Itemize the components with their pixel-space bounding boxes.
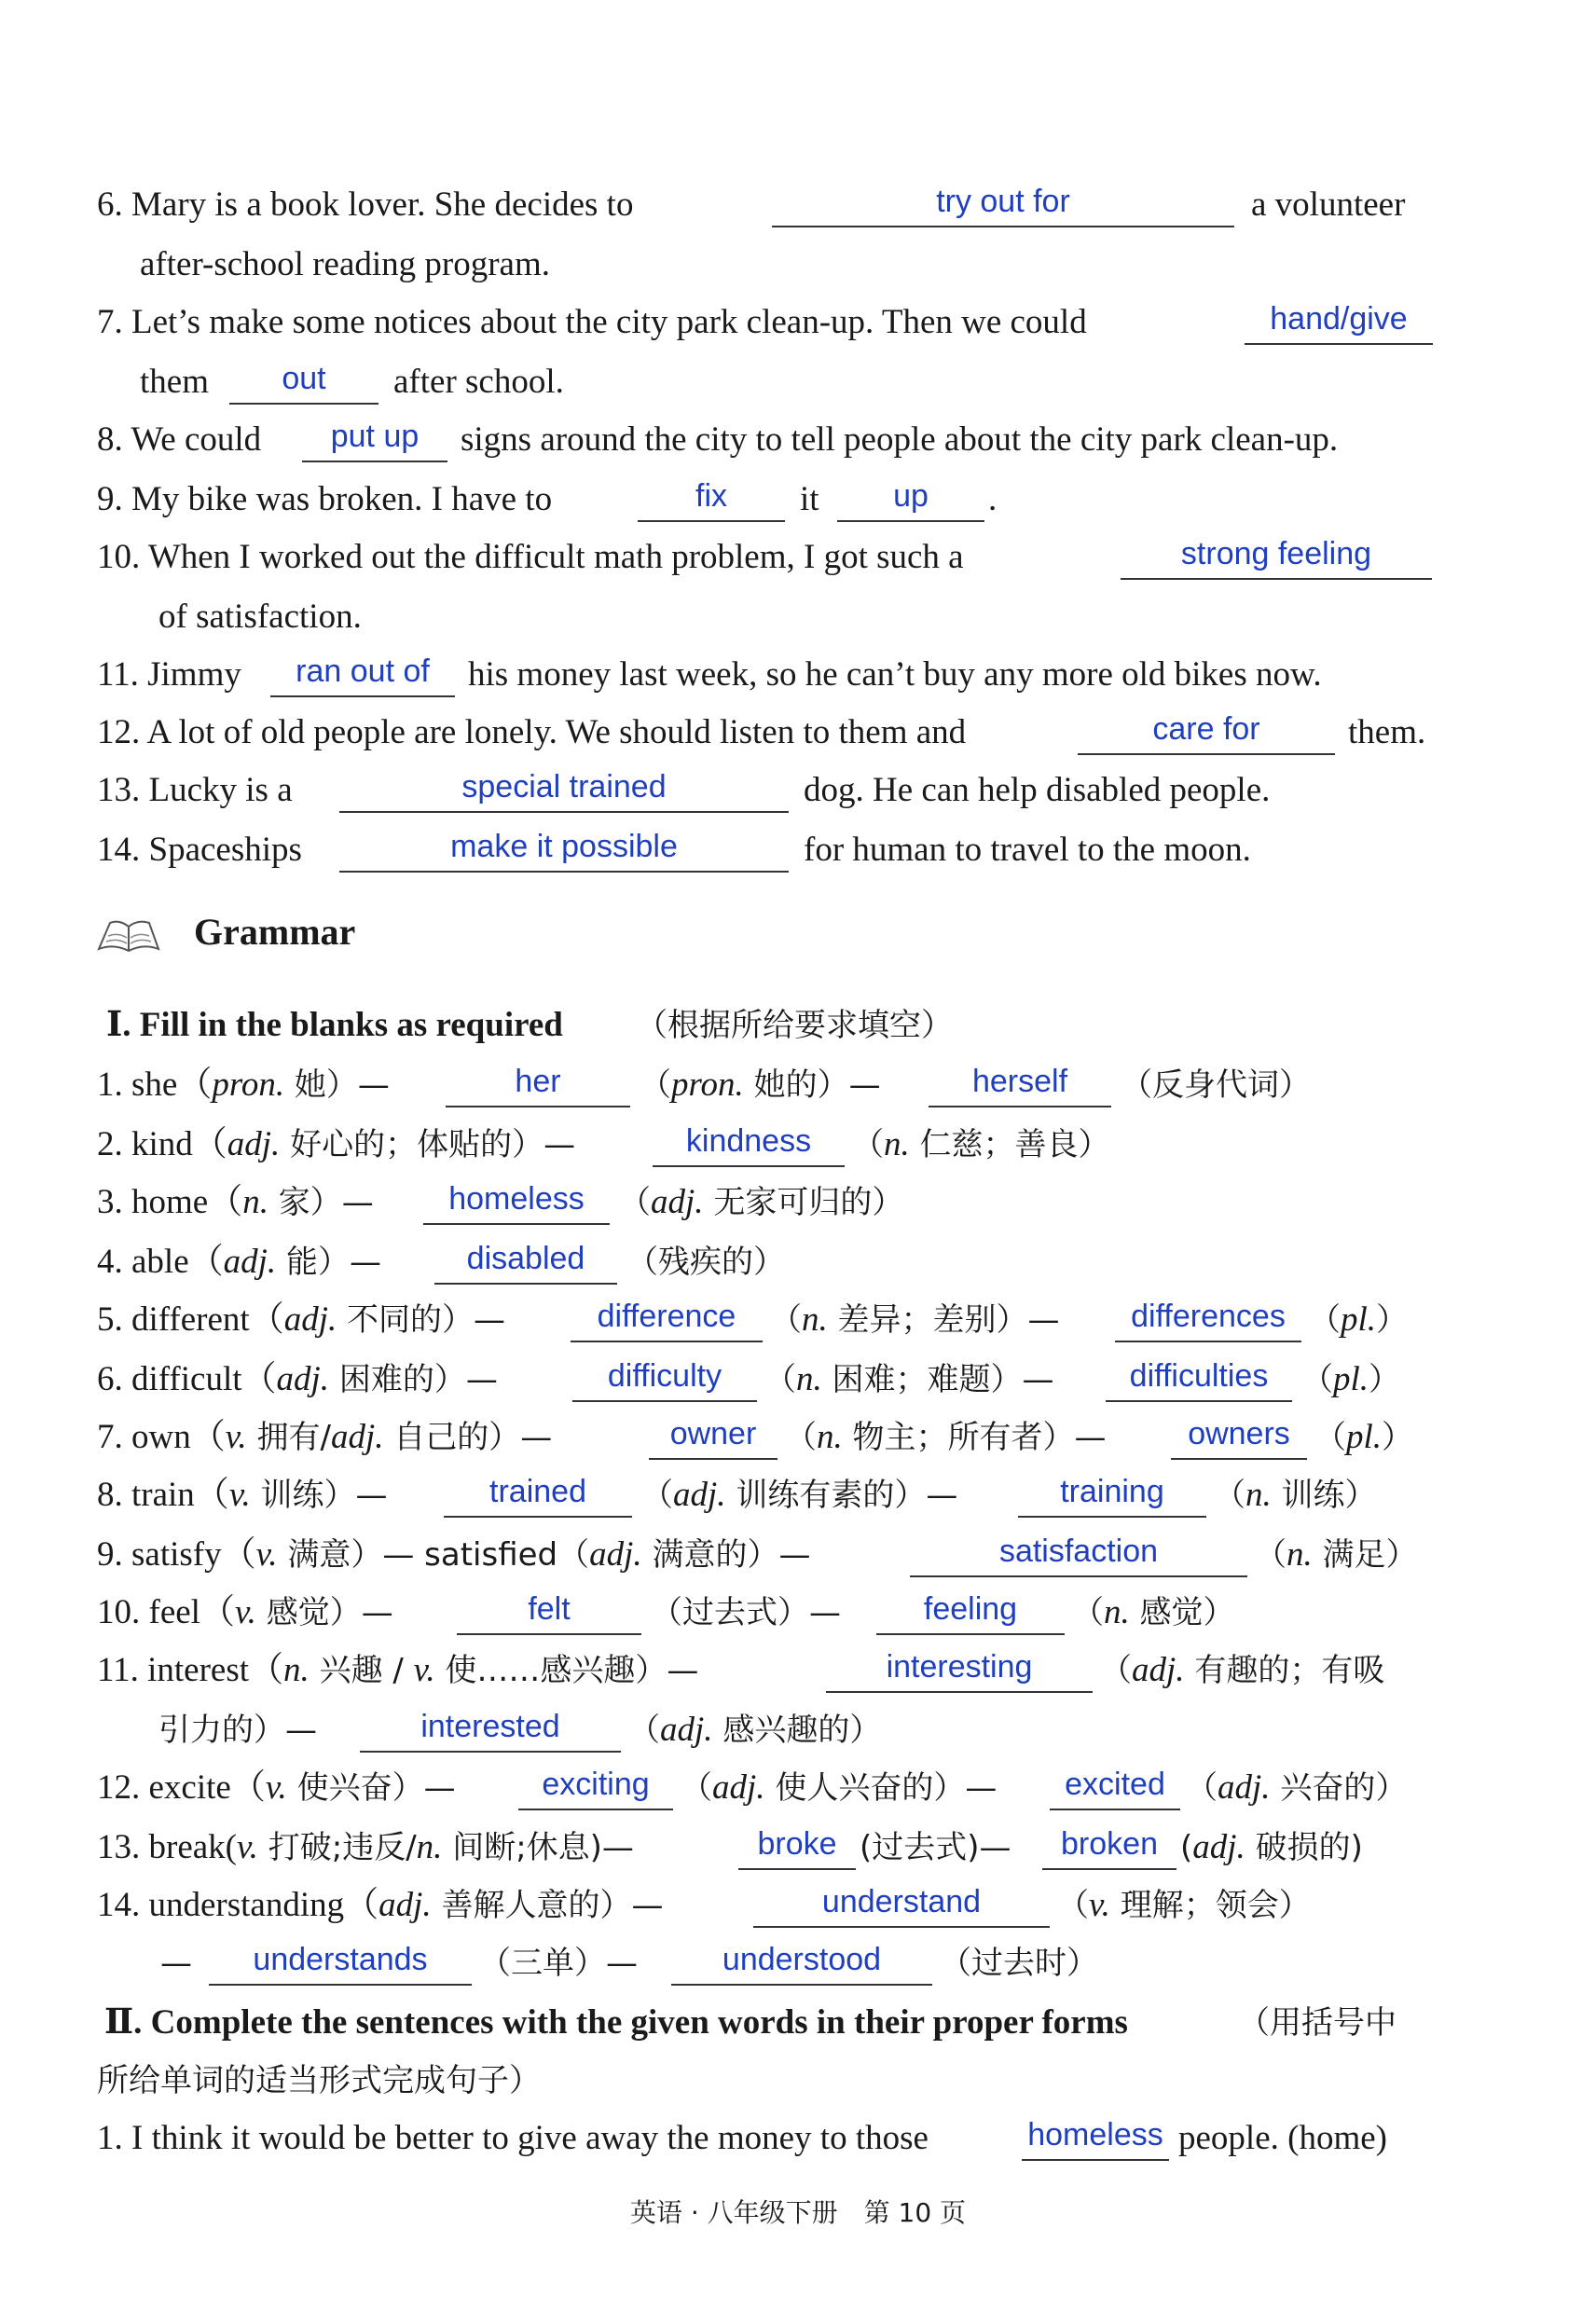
pos: adj. xyxy=(712,1768,765,1807)
answer-blank[interactable] xyxy=(423,1178,610,1225)
pos: adj. xyxy=(589,1535,642,1574)
subsection-heading: Ⅰ. Fill in the blanks as required xyxy=(106,1006,563,1044)
text: 1. I think it would be better to give away the money to those xyxy=(97,2119,929,2157)
pos: pl. xyxy=(1333,1360,1369,1398)
answer-blank[interactable] xyxy=(229,358,378,405)
text: them. xyxy=(1348,713,1426,751)
pos: adj. xyxy=(227,1125,281,1163)
pos: n. xyxy=(1286,1535,1313,1574)
pos: v. xyxy=(265,1768,287,1807)
pos: n. xyxy=(242,1183,268,1221)
text: 11. Jimmy xyxy=(97,655,241,694)
pos: n. xyxy=(802,1300,828,1339)
text: （ xyxy=(641,1477,673,1514)
text: （ xyxy=(1057,1887,1089,1924)
section-title: Grammar xyxy=(194,911,356,953)
text: （ xyxy=(1255,1536,1286,1574)
answer-text: care for xyxy=(1152,711,1260,747)
text: 5. different（ xyxy=(97,1300,284,1339)
text: a volunteer xyxy=(1251,186,1406,224)
text: （ xyxy=(1072,1594,1104,1631)
answer-blank[interactable] xyxy=(1171,1413,1307,1460)
text: 善解人意的）— xyxy=(431,1887,664,1924)
answer-blank[interactable] xyxy=(772,181,1234,227)
answer-blank[interactable] xyxy=(571,1296,763,1342)
text: （三单）— xyxy=(479,1945,638,1982)
text: 12. excite（ xyxy=(97,1768,266,1807)
text: 物主；所有者）— xyxy=(842,1419,1107,1456)
pos: n. xyxy=(1245,1476,1272,1514)
text: （ xyxy=(681,1769,712,1807)
text: 9. satisfy（ xyxy=(97,1535,256,1574)
answer-blank[interactable] xyxy=(434,1238,617,1285)
pos: pl. xyxy=(1341,1300,1377,1339)
text: 引力的）— xyxy=(158,1712,317,1749)
answer-blank[interactable] xyxy=(1245,298,1433,345)
answer-blank[interactable] xyxy=(339,826,789,873)
text: 7. own（ xyxy=(97,1418,226,1456)
answer-text: exciting xyxy=(542,1767,650,1802)
text: 13. Lucky is a xyxy=(97,771,293,809)
text: 好心的；体贴的）— xyxy=(280,1126,576,1163)
text: ( xyxy=(1180,1829,1193,1866)
answer-blank[interactable] xyxy=(518,1764,673,1810)
text: 无家可归的） xyxy=(703,1184,904,1221)
text: after school. xyxy=(393,363,564,401)
text: 差异；差别）— xyxy=(827,1301,1060,1339)
pos: adj. xyxy=(378,1886,432,1924)
text: 困难；难题）— xyxy=(821,1361,1054,1398)
pos: adj. xyxy=(330,1418,384,1456)
text: ） xyxy=(1382,1419,1414,1456)
text: （ xyxy=(1100,1652,1132,1689)
answer-blank[interactable] xyxy=(837,475,984,522)
answer-text: difficulties xyxy=(1129,1358,1269,1394)
text: （ xyxy=(770,1301,802,1339)
text: 10. feel（ xyxy=(97,1593,235,1631)
answer-blank[interactable] xyxy=(826,1646,1093,1693)
text: 14. Spaceships xyxy=(97,831,302,869)
text: 4. able（ xyxy=(97,1243,224,1281)
text: 8. We could xyxy=(97,420,262,459)
answer-blank[interactable] xyxy=(1022,2114,1169,2161)
text: 能）— xyxy=(276,1244,381,1281)
pos: v. xyxy=(234,1593,256,1631)
text: （残疾的） xyxy=(626,1244,785,1281)
answer-text: out xyxy=(282,361,326,396)
text: （ xyxy=(1301,1361,1333,1398)
text: 使兴奋）— xyxy=(286,1769,456,1807)
subsection-heading: Ⅱ. Complete the sentences with the given words in their proper forms xyxy=(104,2003,1128,2042)
answer-text: satisfaction xyxy=(998,1534,1159,1569)
answer-text: differences xyxy=(1131,1299,1286,1334)
text: ） xyxy=(1376,1301,1409,1339)
pos: n. xyxy=(884,1125,910,1163)
text: 10. When I worked out the difficult math problem, I got such a xyxy=(97,538,964,576)
pos: pron. xyxy=(212,1066,285,1104)
text: （ xyxy=(764,1361,796,1398)
pos: n. xyxy=(817,1418,843,1456)
text: 兴奋的） xyxy=(1270,1769,1408,1807)
answer-blank[interactable] xyxy=(1106,1355,1292,1402)
pos: adj. xyxy=(276,1360,330,1398)
text: 3. home（ xyxy=(97,1183,243,1221)
text: （ xyxy=(1214,1477,1245,1514)
text: dog. He can help disabled people. xyxy=(804,771,1271,809)
subsection-heading-cn: （用括号中 xyxy=(1238,2004,1396,2042)
text: （ xyxy=(852,1126,884,1163)
answer-text: strong feeling xyxy=(1180,536,1372,571)
answer-text: fix xyxy=(695,478,727,514)
answer-text: her xyxy=(515,1064,561,1099)
answer-blank[interactable] xyxy=(1018,1471,1206,1518)
answer-text: kindness xyxy=(685,1123,812,1159)
text: after-school reading program. xyxy=(140,245,550,283)
pos: adj. xyxy=(651,1183,704,1221)
answer-blank[interactable] xyxy=(444,1471,632,1518)
pos: adj. xyxy=(283,1300,337,1339)
pos: v. xyxy=(255,1535,278,1574)
answer-text: ran out of xyxy=(296,653,430,689)
text: （过去时） xyxy=(940,1945,1098,1982)
answer-text: homeless xyxy=(448,1181,585,1217)
text: （ xyxy=(1309,1301,1341,1339)
text: them xyxy=(140,363,209,401)
answer-text: special trained xyxy=(461,769,667,805)
pos: adj. xyxy=(1132,1651,1185,1689)
text: 家）— xyxy=(268,1184,374,1221)
pos: n. xyxy=(1104,1593,1130,1631)
text: 使……感兴趣）— xyxy=(434,1652,699,1689)
answer-text: trained xyxy=(489,1474,586,1509)
open-book-icon xyxy=(95,914,162,955)
text: （反身代词） xyxy=(1121,1066,1311,1104)
text: it xyxy=(800,480,819,518)
answer-blank[interactable] xyxy=(360,1706,621,1753)
text: . xyxy=(988,480,998,518)
answer-blank[interactable] xyxy=(753,1881,1050,1928)
text: （ xyxy=(640,1066,671,1104)
answer-blank[interactable] xyxy=(876,1589,1065,1635)
answer-blank[interactable] xyxy=(653,1121,845,1167)
answer-text: hand/give xyxy=(1270,301,1408,337)
answer-blank[interactable] xyxy=(738,1823,856,1870)
pos: pl. xyxy=(1346,1418,1383,1456)
answer-text: training xyxy=(1060,1474,1164,1509)
text: 12. A lot of old people are lonely. We should listen to them and xyxy=(97,713,967,751)
text: 感觉） xyxy=(1129,1594,1235,1631)
answer-blank[interactable] xyxy=(1115,1296,1301,1342)
text: 1. she（ xyxy=(97,1066,213,1104)
text: 9. My bike was broken. I have to xyxy=(97,480,553,518)
pos: v. xyxy=(225,1418,247,1456)
text: 2. kind（ xyxy=(97,1125,227,1163)
text: 满足） xyxy=(1312,1536,1418,1574)
answer-text: disabled xyxy=(466,1241,585,1276)
pos: n. xyxy=(796,1360,822,1398)
text: 13. break( xyxy=(97,1828,237,1866)
answer-text: owners xyxy=(1188,1416,1290,1451)
pos: adj. xyxy=(660,1711,713,1749)
text: ） xyxy=(1369,1361,1401,1398)
pos: v. xyxy=(228,1476,251,1514)
answer-blank[interactable] xyxy=(446,1061,630,1107)
answer-blank[interactable] xyxy=(1121,533,1432,580)
text: people. (home) xyxy=(1178,2119,1387,2157)
text: 训练有素的）— xyxy=(725,1477,958,1514)
text: 训练） xyxy=(1271,1477,1377,1514)
answer-text: homeless xyxy=(1027,2117,1163,2153)
pos: pron. xyxy=(671,1066,744,1104)
text: （ xyxy=(619,1184,651,1221)
text: 有趣的；有吸 xyxy=(1184,1652,1385,1689)
text: 拥有/ xyxy=(246,1419,331,1456)
subsection-heading-cn: （根据所给要求填空） xyxy=(636,1007,953,1044)
text: 满意的）— xyxy=(641,1536,811,1574)
text: 14. understanding（ xyxy=(97,1886,379,1924)
text: for human to travel to the moon. xyxy=(804,831,1251,869)
text: his money last week, so he can’t buy any more old bikes now. xyxy=(468,655,1322,694)
answer-text: excited xyxy=(1065,1767,1165,1802)
answer-blank[interactable] xyxy=(649,1413,777,1460)
answer-text: interested xyxy=(420,1709,560,1744)
text: 使人兴奋的）— xyxy=(764,1769,998,1807)
answer-text: understand xyxy=(821,1884,982,1919)
answer-text: herself xyxy=(971,1064,1068,1099)
answer-text: feeling xyxy=(923,1591,1018,1627)
text: 不同的）— xyxy=(337,1301,506,1339)
text: of satisfaction. xyxy=(158,598,362,636)
text: 8. train（ xyxy=(97,1476,229,1514)
text: 困难的）— xyxy=(329,1361,498,1398)
text: 间断;休息)— xyxy=(442,1829,634,1866)
answer-text: try out for xyxy=(936,184,1070,219)
answer-blank[interactable] xyxy=(1042,1823,1176,1870)
pos: n. xyxy=(283,1651,310,1689)
text: （ xyxy=(785,1419,817,1456)
text: 破损的) xyxy=(1245,1829,1363,1866)
text: — xyxy=(160,1945,192,1982)
pos: v. xyxy=(413,1651,435,1689)
pos: v. xyxy=(237,1828,258,1866)
answer-text: make it possible xyxy=(450,829,678,864)
text: 6. Mary is a book lover. She decides to xyxy=(97,186,634,224)
answer-blank[interactable] xyxy=(457,1589,641,1635)
text: 她）— xyxy=(284,1066,390,1104)
text: （ xyxy=(1186,1769,1218,1807)
answer-text: put up xyxy=(330,419,420,454)
text: 11. interest（ xyxy=(97,1651,284,1689)
answer-text: owner xyxy=(669,1416,757,1451)
answer-text: understood xyxy=(722,1942,882,1977)
pos: n. xyxy=(416,1828,443,1866)
text: （过去式）— xyxy=(651,1594,841,1631)
answer-text: felt xyxy=(528,1591,571,1627)
text: 感觉）— xyxy=(255,1594,393,1631)
page-footer: 英语 · 八年级下册 第 10 页 xyxy=(629,2197,967,2228)
text: 7. Let’s make some notices about the city park clean-up. Then we could xyxy=(97,303,1087,341)
pos: adj. xyxy=(1218,1768,1271,1807)
text: signs around the city to tell people about the city park clean-up. xyxy=(461,420,1339,459)
text: (过去式)— xyxy=(860,1829,1011,1866)
answer-blank[interactable] xyxy=(209,1939,472,1986)
pos: adj. xyxy=(1192,1828,1245,1866)
text: 自己的）— xyxy=(383,1419,553,1456)
text: 理解；领会） xyxy=(1109,1887,1311,1924)
answer-text: up xyxy=(893,478,929,514)
answer-text: understands xyxy=(253,1942,428,1977)
answer-blank[interactable] xyxy=(339,766,789,813)
answer-text: broken xyxy=(1061,1826,1158,1862)
answer-text: difference xyxy=(597,1299,736,1334)
answer-blank[interactable] xyxy=(1078,708,1335,755)
text: 兴趣 / xyxy=(309,1652,414,1689)
pos: v. xyxy=(1089,1886,1110,1924)
answer-blank[interactable] xyxy=(270,651,455,697)
answer-text: broke xyxy=(757,1826,837,1862)
text: 她的）— xyxy=(743,1066,881,1104)
answer-blank[interactable] xyxy=(638,475,785,522)
answer-text: difficulty xyxy=(607,1358,722,1394)
text: 仁慈；善良） xyxy=(909,1126,1110,1163)
text: 训练）— xyxy=(250,1477,388,1514)
text: （ xyxy=(1314,1419,1346,1456)
text: 满意）— satisfied（ xyxy=(277,1536,590,1574)
answer-blank[interactable] xyxy=(302,416,447,462)
pos: adj. xyxy=(223,1243,277,1281)
text: 感兴趣的） xyxy=(712,1712,882,1749)
answer-blank[interactable] xyxy=(1050,1764,1180,1810)
text: 打破;违反/ xyxy=(257,1829,417,1866)
pos: adj. xyxy=(673,1476,726,1514)
text: （ xyxy=(628,1712,660,1749)
answer-blank[interactable] xyxy=(929,1061,1111,1107)
answer-blank[interactable] xyxy=(910,1531,1247,1577)
answer-text: interesting xyxy=(886,1649,1033,1685)
text: 6. difficult（ xyxy=(97,1360,277,1398)
answer-blank[interactable] xyxy=(572,1355,757,1402)
subsection-heading-cn: 所给单词的适当形式完成句子） xyxy=(97,2062,541,2099)
answer-blank[interactable] xyxy=(671,1939,932,1986)
